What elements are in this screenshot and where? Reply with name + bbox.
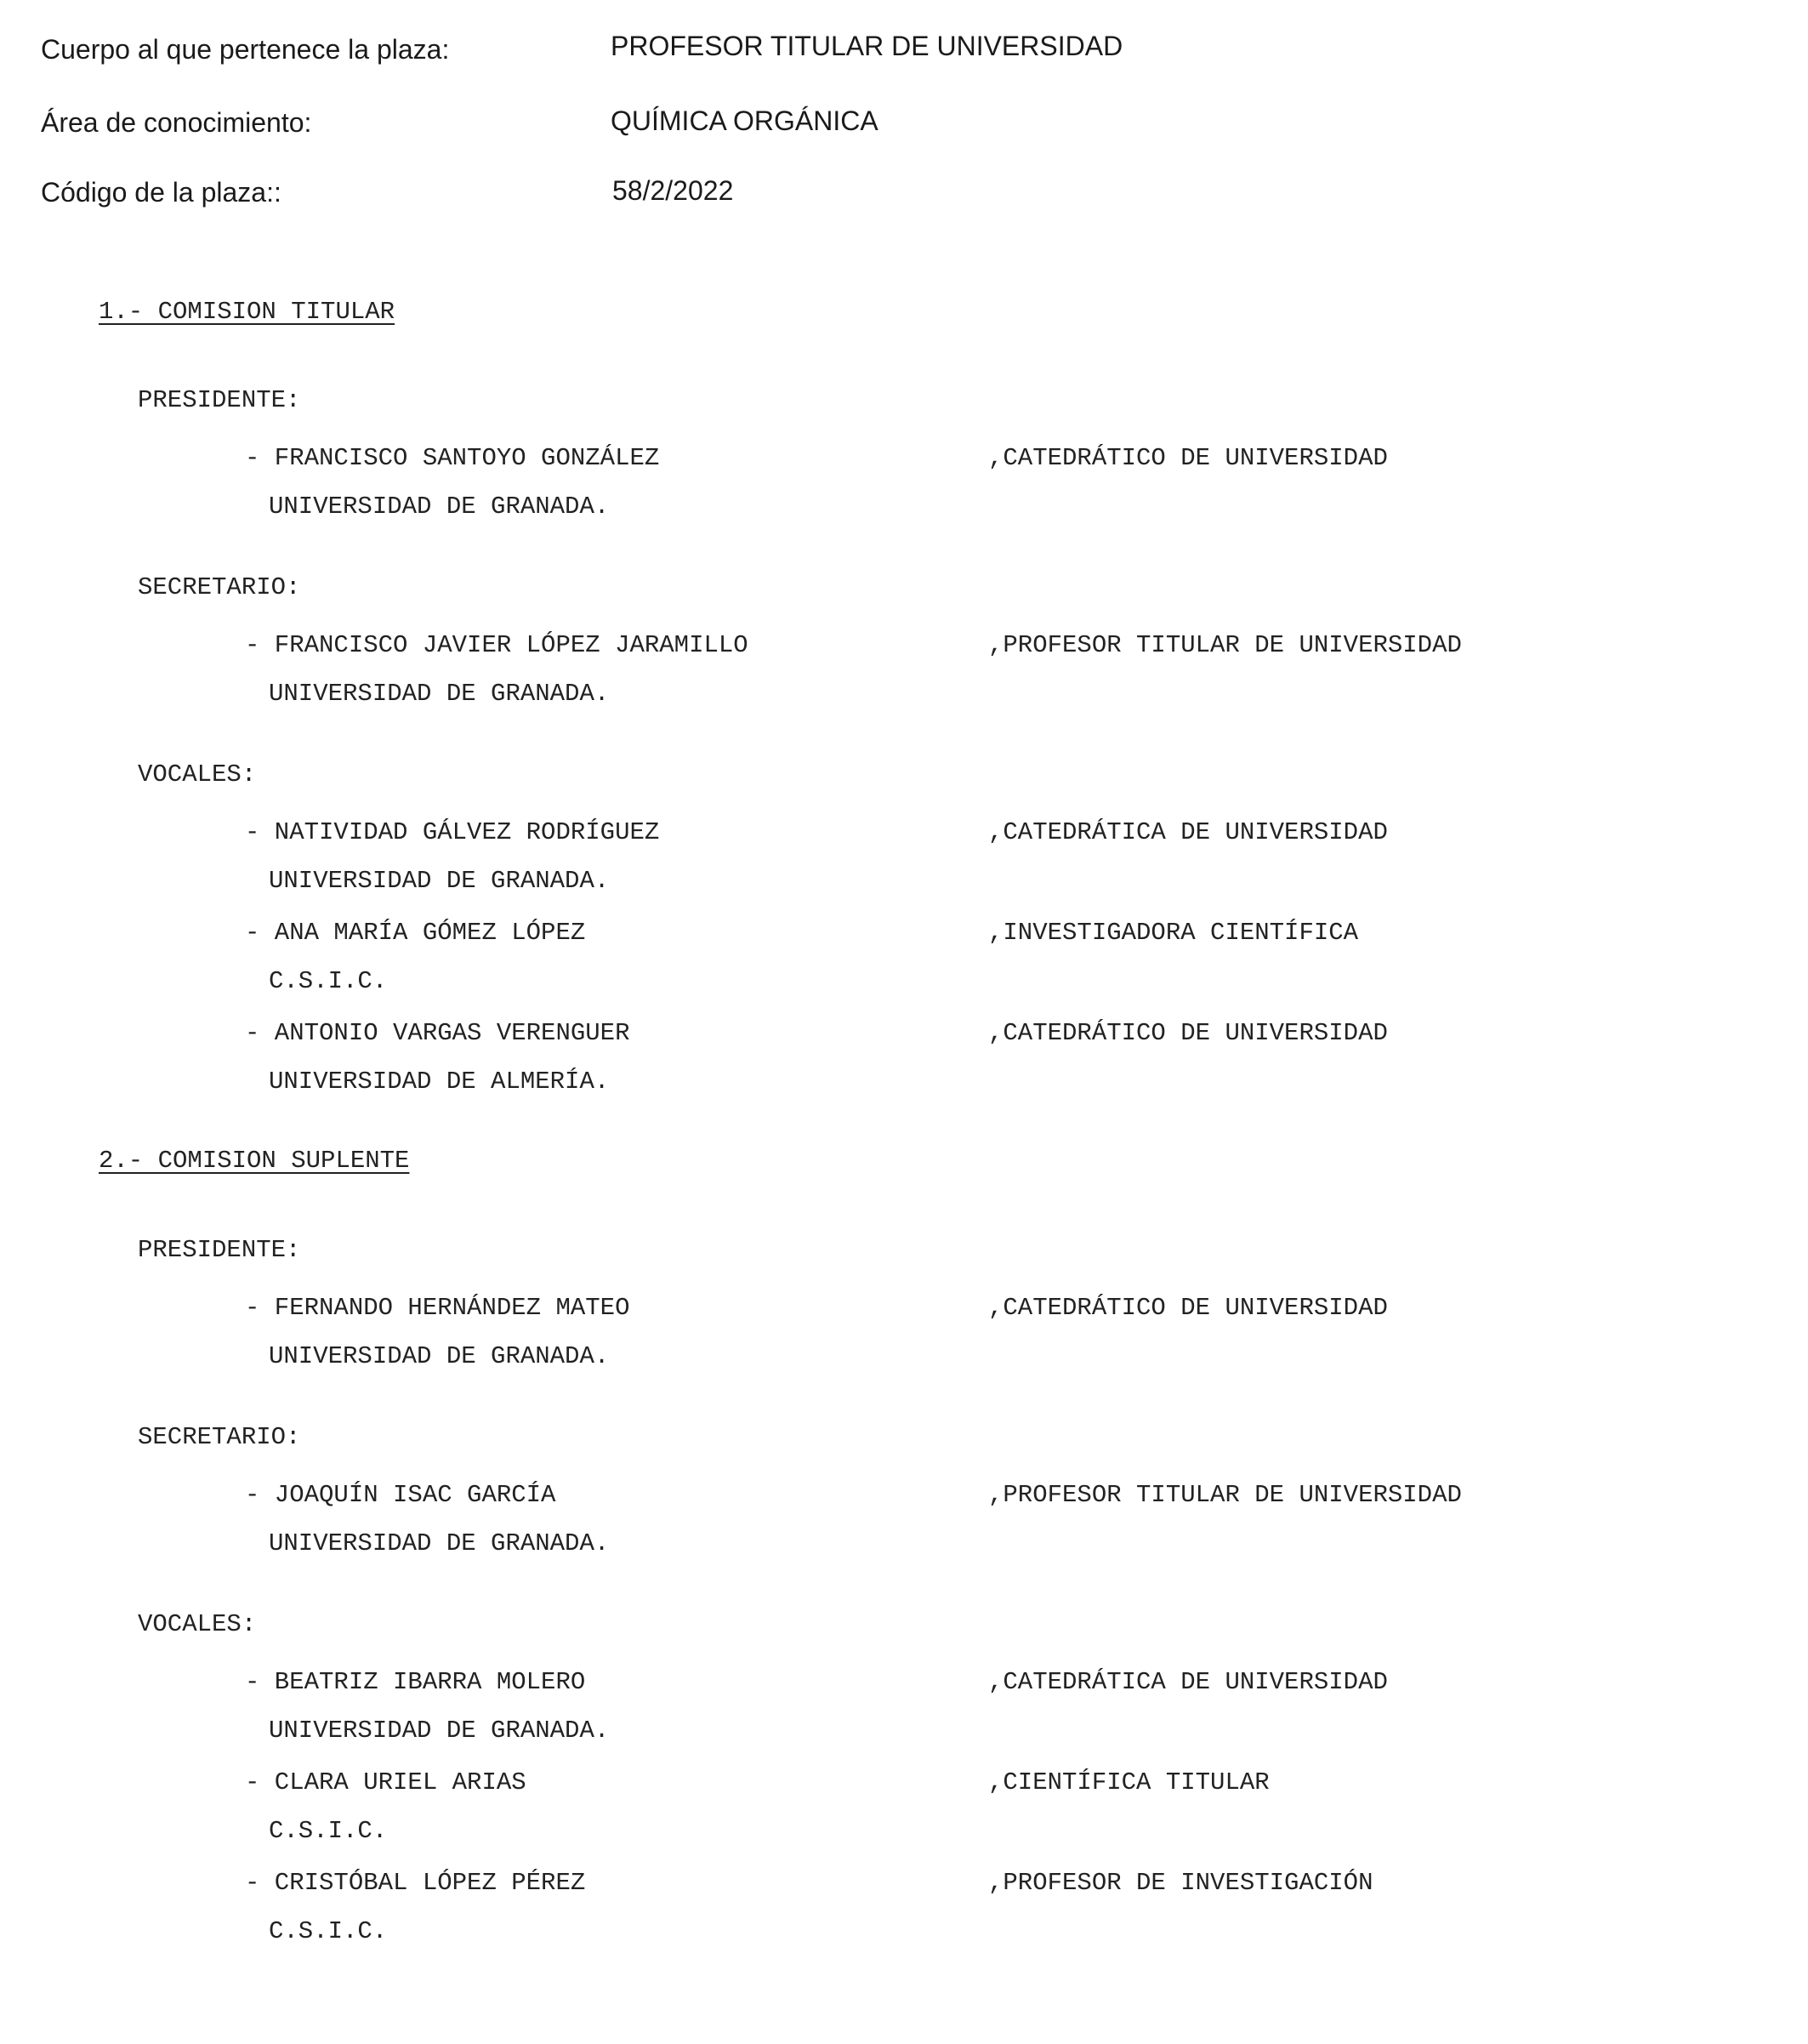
titular-presidente-label: PRESIDENTE: [138, 386, 301, 414]
titular-vocal-3-institution: UNIVERSIDAD DE ALMERÍA. [269, 1068, 610, 1096]
titular-vocal-1-name: - NATIVIDAD GÁLVEZ RODRÍGUEZ [245, 818, 660, 846]
cuerpo-label: Cuerpo al que pertenece la plaza: [41, 34, 450, 65]
suplente-secretario-institution: UNIVERSIDAD DE GRANADA. [269, 1529, 610, 1557]
titular-presidente-name: - FRANCISCO SANTOYO GONZÁLEZ [245, 444, 660, 472]
suplente-vocal-2-name: - CLARA URIEL ARIAS [245, 1768, 526, 1796]
suplente-vocal-3-name: - CRISTÓBAL LÓPEZ PÉREZ [245, 1869, 586, 1897]
titular-vocales-label: VOCALES: [138, 760, 257, 789]
titular-secretario-institution: UNIVERSIDAD DE GRANADA. [269, 680, 610, 708]
suplente-vocal-1-title: ,CATEDRÁTICA DE UNIVERSIDAD [988, 1668, 1388, 1696]
titular-vocal-2-institution: C.S.I.C. [269, 967, 388, 995]
suplente-secretario-name: - JOAQUÍN ISAC GARCÍA [245, 1481, 556, 1509]
area-value: QUÍMICA ORGÁNICA [611, 105, 878, 136]
suplente-vocal-3-title: ,PROFESOR DE INVESTIGACIÓN [988, 1869, 1373, 1897]
suplente-secretario-title: ,PROFESOR TITULAR DE UNIVERSIDAD [988, 1481, 1462, 1509]
titular-presidente-title: ,CATEDRÁTICO DE UNIVERSIDAD [988, 444, 1388, 472]
suplente-presidente-name: - FERNANDO HERNÁNDEZ MATEO [245, 1294, 630, 1322]
titular-secretario-title: ,PROFESOR TITULAR DE UNIVERSIDAD [988, 631, 1462, 659]
titular-vocal-1-institution: UNIVERSIDAD DE GRANADA. [269, 867, 610, 895]
suplente-secretario-label: SECRETARIO: [138, 1423, 301, 1451]
titular-vocal-2-name: - ANA MARÍA GÓMEZ LÓPEZ [245, 919, 586, 947]
cuerpo-value: PROFESOR TITULAR DE UNIVERSIDAD [611, 31, 1123, 61]
codigo-value: 58/2/2022 [612, 175, 734, 206]
titular-vocal-3-title: ,CATEDRÁTICO DE UNIVERSIDAD [988, 1019, 1388, 1047]
titular-presidente-institution: UNIVERSIDAD DE GRANADA. [269, 492, 610, 521]
suplente-vocal-3-institution: C.S.I.C. [269, 1917, 388, 1945]
titular-vocal-1-title: ,CATEDRÁTICA DE UNIVERSIDAD [988, 818, 1388, 846]
titular-vocal-2-title: ,INVESTIGADORA CIENTÍFICA [988, 919, 1359, 947]
suplente-presidente-label: PRESIDENTE: [138, 1236, 301, 1264]
titular-vocal-3-name: - ANTONIO VARGAS VERENGUER [245, 1019, 630, 1047]
titular-secretario-label: SECRETARIO: [138, 573, 301, 601]
suplente-vocales-label: VOCALES: [138, 1610, 257, 1638]
comision-titular-heading: 1.- COMISION TITULAR [99, 298, 395, 326]
comision-suplente-heading: 2.- COMISION SUPLENTE [99, 1147, 410, 1175]
titular-secretario-name: - FRANCISCO JAVIER LÓPEZ JARAMILLO [245, 631, 748, 659]
suplente-vocal-2-title: ,CIENTÍFICA TITULAR [988, 1768, 1270, 1796]
codigo-label: Código de la plaza:: [41, 177, 281, 208]
suplente-vocal-1-institution: UNIVERSIDAD DE GRANADA. [269, 1717, 610, 1745]
suplente-presidente-title: ,CATEDRÁTICO DE UNIVERSIDAD [988, 1294, 1388, 1322]
area-label: Área de conocimiento: [41, 107, 312, 138]
suplente-presidente-institution: UNIVERSIDAD DE GRANADA. [269, 1342, 610, 1370]
suplente-vocal-1-name: - BEATRIZ IBARRA MOLERO [245, 1668, 586, 1696]
suplente-vocal-2-institution: C.S.I.C. [269, 1817, 388, 1845]
